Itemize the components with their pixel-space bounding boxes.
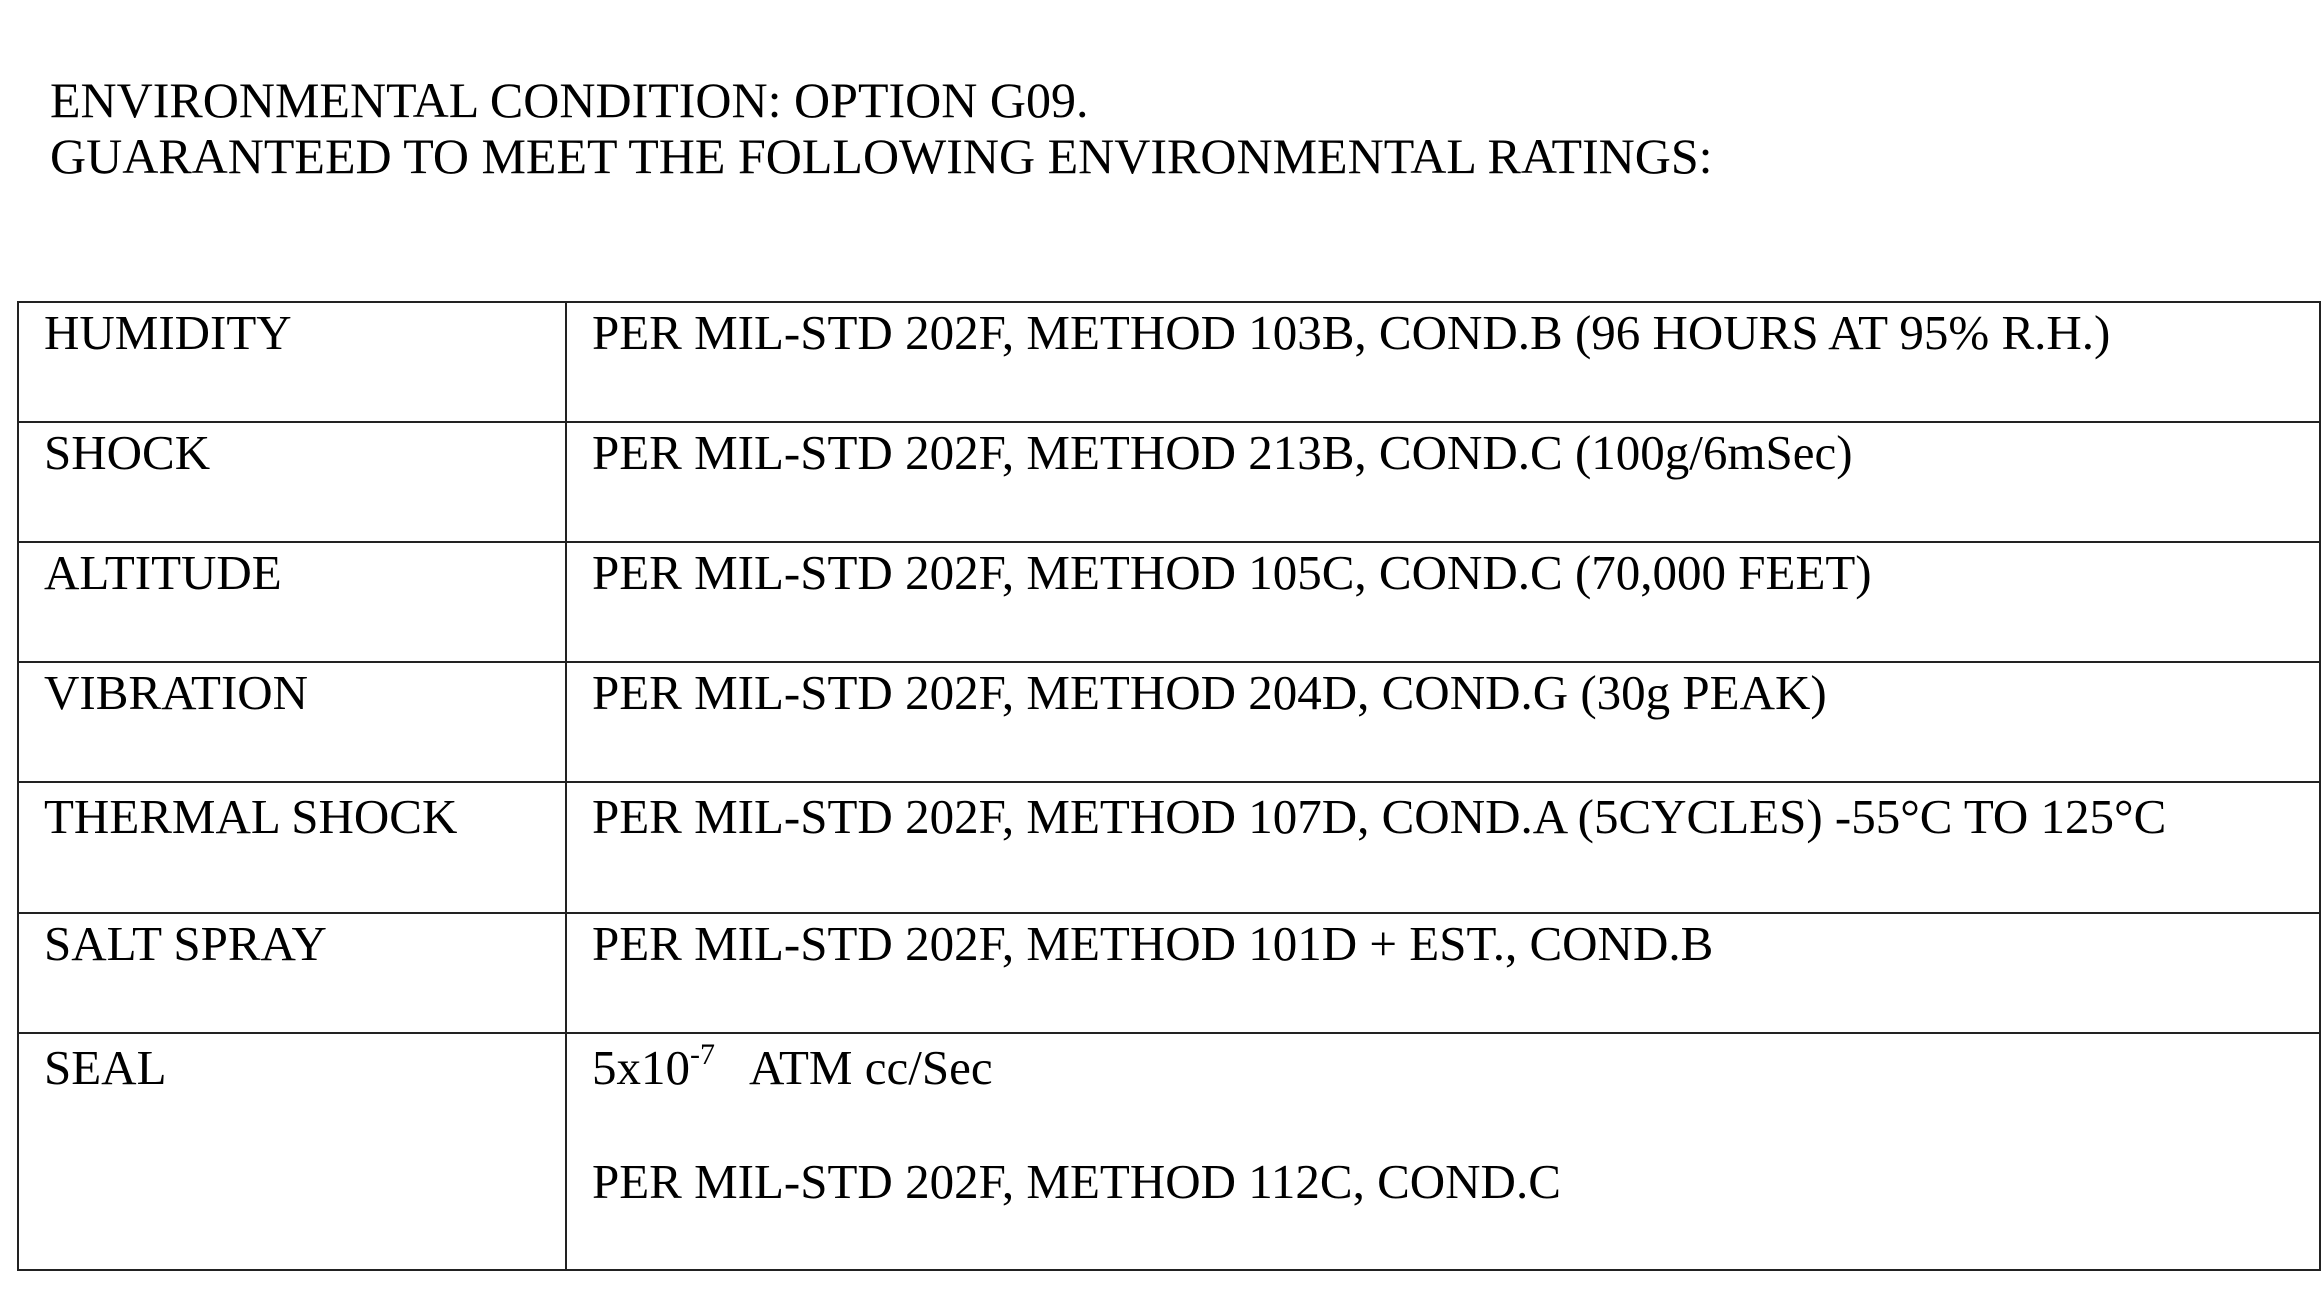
row-value: PER MIL-STD 202F, METHOD 101D + EST., COND.B: [566, 913, 2320, 1033]
row-label: VIBRATION: [18, 662, 566, 782]
row-label: SALT SPRAY: [18, 913, 566, 1033]
environmental-ratings-table: [17, 301, 2321, 1271]
table-row-humidity: [18, 302, 2320, 422]
row-label: SHOCK: [18, 422, 566, 542]
row-value: PER MIL-STD 202F, METHOD 213B, COND.C (100g/6mSec): [566, 422, 2320, 542]
document-heading: [50, 72, 1713, 184]
row-value: PER MIL-STD 202F, METHOD 107D, COND.A (5CYCLES) -55°C TO 125°C: [566, 782, 2320, 913]
row-label: ALTITUDE: [18, 542, 566, 662]
row-value: PER MIL-STD 202F, METHOD 204D, COND.G (30g PEAK): [566, 662, 2320, 782]
heading-line-1: ENVIRONMENTAL CONDITION: OPTION G09.: [50, 72, 1089, 128]
seal-method: PER MIL-STD 202F, METHOD 112C, COND.C: [592, 1154, 1561, 1209]
table-row-thermal-shock: [18, 782, 2320, 913]
seal-rate-base: 5x10: [592, 1040, 690, 1095]
table-row-vibration: [18, 662, 2320, 782]
table-row-seal: [18, 1033, 2320, 1270]
seal-rate: [592, 1040, 993, 1095]
table-row-altitude: [18, 542, 2320, 662]
table-row-salt-spray: [18, 913, 2320, 1033]
heading-line-2: GUARANTEED TO MEET THE FOLLOWING ENVIRONMENTAL RATINGS:: [50, 128, 1713, 184]
seal-rate-unit: ATM cc/Sec: [749, 1040, 993, 1095]
table-row-shock: [18, 422, 2320, 542]
seal-rate-exponent: -7: [690, 1038, 715, 1071]
row-label: HUMIDITY: [18, 302, 566, 422]
row-value: [566, 1033, 2320, 1270]
row-label: THERMAL SHOCK: [18, 782, 566, 913]
row-value: PER MIL-STD 202F, METHOD 105C, COND.C (70,000 FEET): [566, 542, 2320, 662]
row-label: SEAL: [18, 1033, 566, 1270]
row-value: PER MIL-STD 202F, METHOD 103B, COND.B (96 HOURS AT 95% R.H.): [566, 302, 2320, 422]
